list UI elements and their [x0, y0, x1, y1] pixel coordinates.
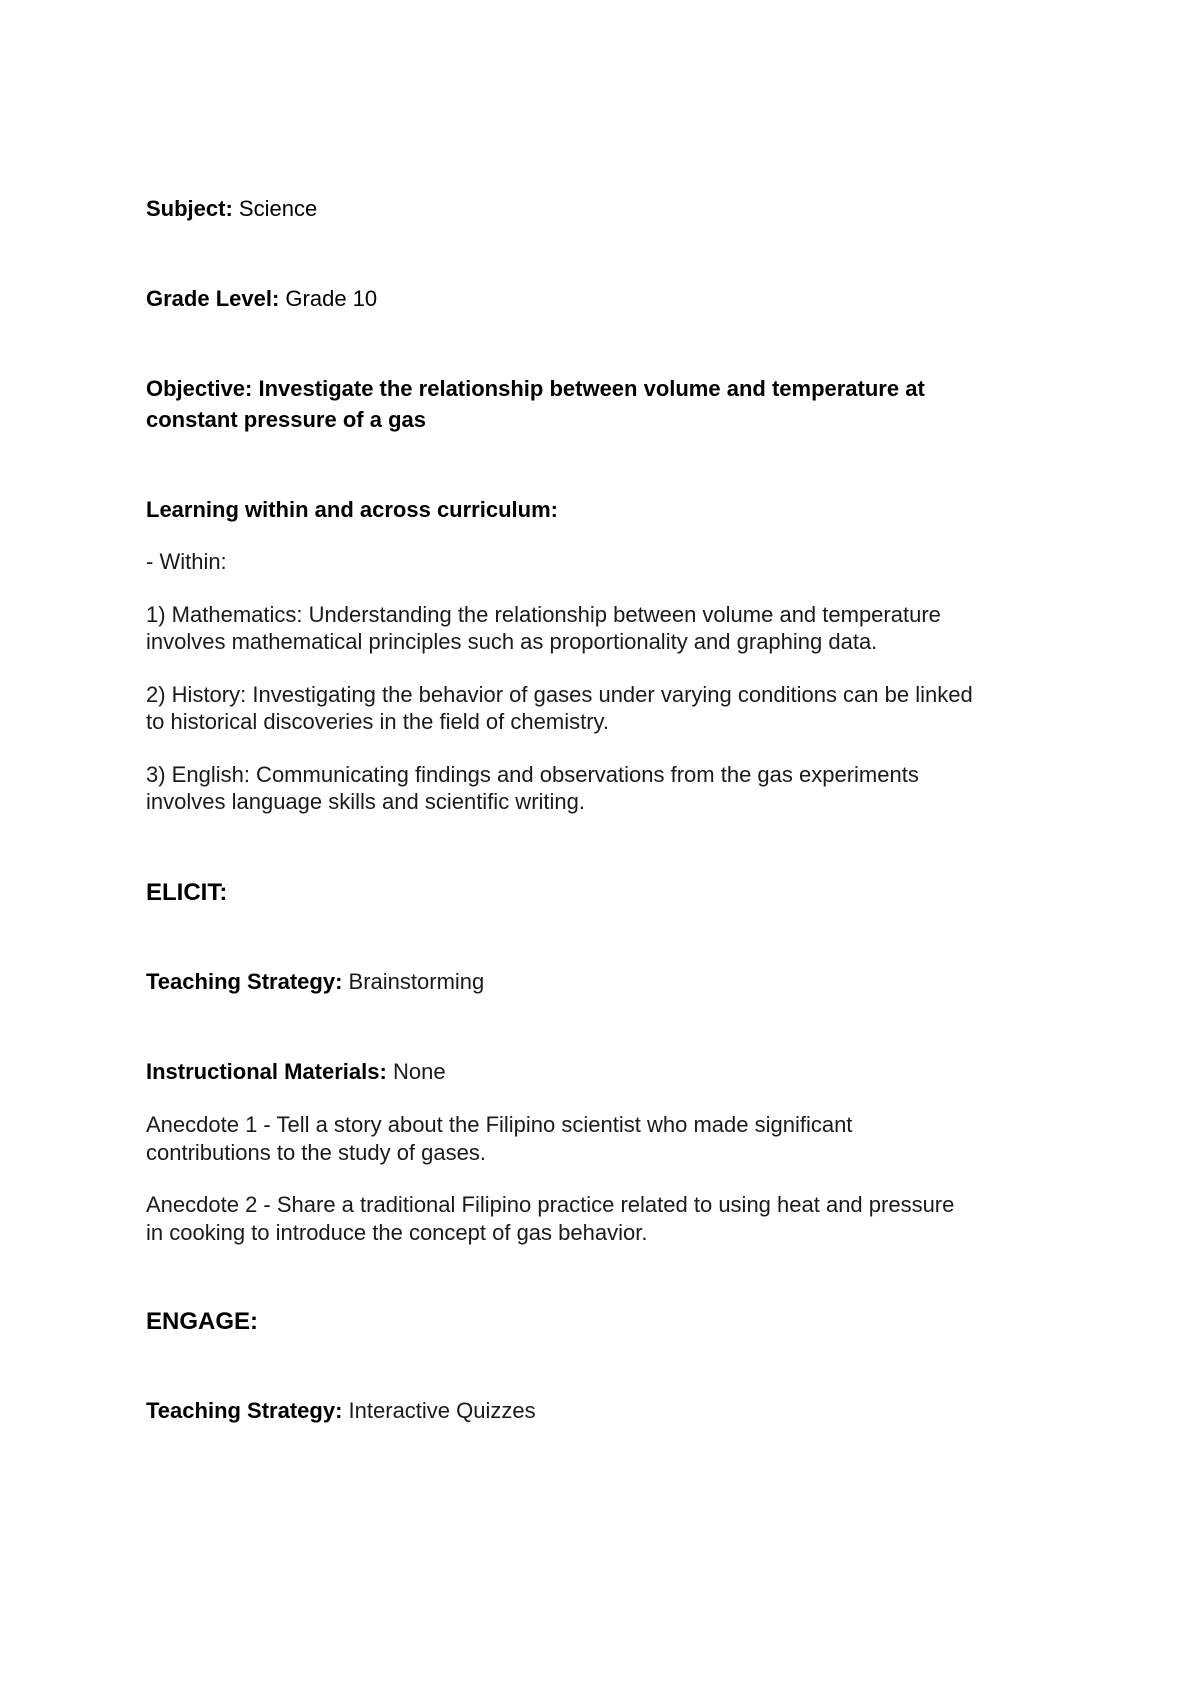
elicit-materials-line: [146, 1058, 1066, 1086]
elicit-strategy-value: Brainstorming: [348, 969, 485, 994]
grade-level-label: Grade Level:: [146, 286, 280, 311]
learning-item-3-line-2: involves language skills and scientific writing.: [146, 789, 585, 814]
objective-text-2: constant pressure of a gas: [146, 407, 426, 432]
elicit-heading: ELICIT:: [146, 879, 228, 906]
learning-item-3-line-1: 3) English: Communicating findings and observations from the gas experiments: [146, 762, 919, 787]
learning-item-2-line-1: 2) History: Investigating the behavior of gases under varying conditions can be linked: [146, 682, 973, 707]
learning-item-1-line-1: 1) Mathematics: Understanding the relationship between volume and temperature: [146, 602, 941, 627]
elicit-strategy-label: Teaching Strategy:: [146, 969, 343, 994]
anecdote-2-line-1: Anecdote 2 - Share a traditional Filipino practice related to using heat and pressure: [146, 1192, 955, 1217]
subject-value: Science: [238, 196, 318, 221]
learning-item-2-line-2: to historical discoveries in the field of chemistry.: [146, 709, 609, 734]
anecdote-2-line-2: in cooking to introduce the concept of gas behavior.: [146, 1220, 648, 1245]
grade-level-line: [146, 285, 1066, 313]
elicit-strategy-line: [146, 968, 1066, 996]
engage-strategy-value: Interactive Quizzes: [348, 1398, 536, 1423]
engage-heading: ENGAGE:: [146, 1308, 259, 1335]
within-label: - Within:: [146, 549, 227, 574]
engage-strategy-line: [146, 1397, 1066, 1425]
objective-line-2: [146, 406, 1066, 434]
elicit-materials-value: None: [392, 1059, 446, 1084]
engage-strategy-label: Teaching Strategy:: [146, 1398, 343, 1423]
learning-heading: Learning within and across curriculum:: [146, 497, 558, 522]
subject-label: Subject:: [146, 196, 233, 221]
objective-text-1: Investigate the relationship between volume and temperature at: [258, 376, 925, 401]
anecdote-1-line-1: Anecdote 1 - Tell a story about the Filipino scientist who made significant: [146, 1112, 853, 1137]
objective-label: Objective:: [146, 376, 253, 401]
subject-line: [146, 195, 1066, 223]
learning-item-1-line-2: involves mathematical principles such as proportionality and graphing data.: [146, 629, 878, 654]
grade-level-value: Grade 10: [285, 286, 378, 311]
elicit-materials-label: Instructional Materials:: [146, 1059, 387, 1084]
anecdote-1-line-2: contributions to the study of gases.: [146, 1140, 486, 1165]
objective-line-1: [146, 375, 1066, 403]
